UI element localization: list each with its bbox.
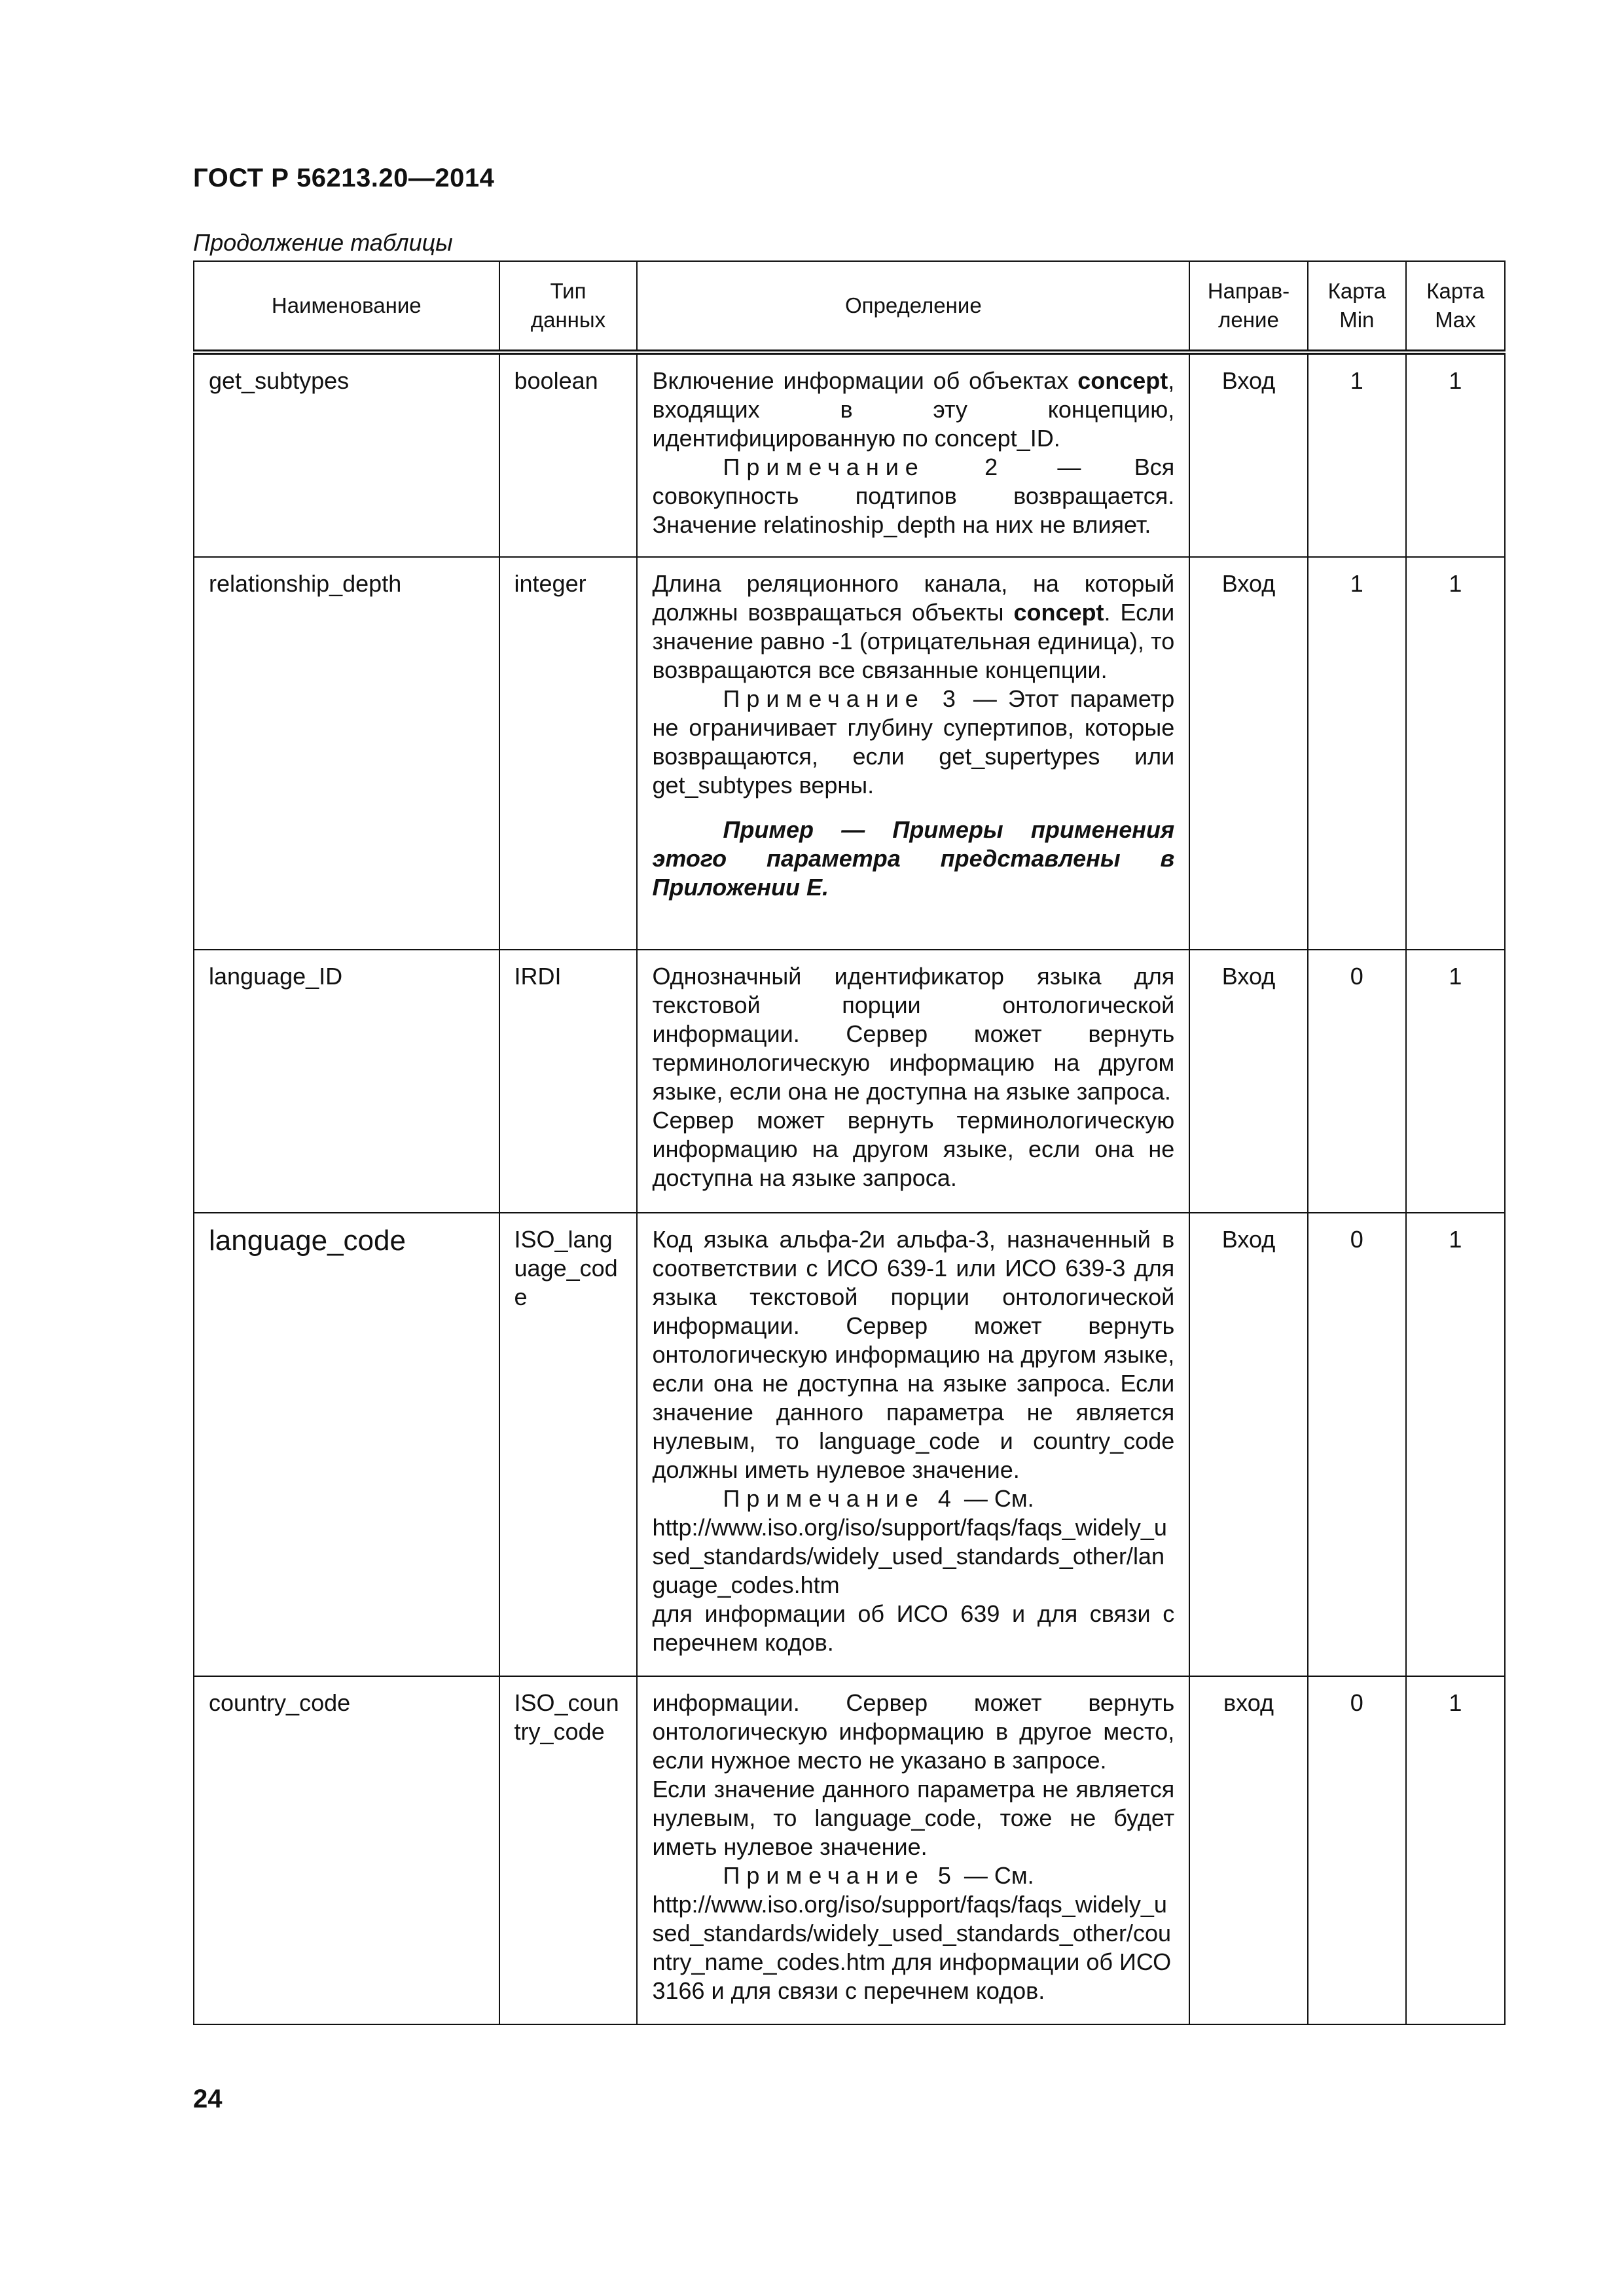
example: Пример — Примеры применения этого параметра представлены в Приложении Е. (652, 816, 1175, 901)
cell-card-max: 1 (1406, 352, 1505, 557)
cell-card-max: 1 (1406, 950, 1505, 1213)
table-continuation-caption: Продолжение таблицы (193, 229, 453, 256)
cell-direction: Вход (1189, 950, 1308, 1213)
document-title: ГОСТ Р 56213.20—2014 (193, 164, 495, 192)
cell-card-max: 1 (1406, 1676, 1505, 2024)
cell-direction: Вход (1189, 557, 1308, 950)
cell-definition: Длина реляционного канала, на который должны возвращаться объекты concept. Если значение равно -1 (отрицательная единица), то возвращаются все связанные концепции. Примечание 3 — Этот параметр не ограничивает глубину супертипов, которые возвращаются, если get_supertypes или get_subtypes верны. Пример — Примеры применения этого параметра представлены в Приложении Е. (637, 557, 1189, 950)
cell-card-min: 0 (1308, 1676, 1406, 2024)
note: Примечание 2 — Вся совокупность подтипов возвращается. Значение relatinoship_depth на них не влияет. (652, 454, 1175, 538)
table-row (194, 557, 1505, 950)
cell-name: get_subtypes (194, 352, 499, 557)
header-name: Наименование (194, 261, 499, 352)
header-definition: Определение (637, 261, 1189, 352)
table-header-row (194, 261, 1505, 352)
header-direction: Направ- ление (1189, 261, 1308, 352)
cell-card-max: 1 (1406, 1213, 1505, 1676)
cell-definition: Код языка альфа-2и альфа-3, назначенный в соответствии с ИСО 639-1 или ИСО 639-3 для языка текстовой порции онтологической информации. Сервер может вернуть онтологическую информацию на другом языке, если она не доступна на языке запроса. Если значение данного параметра не является нулевым, то language_code и country_code должны иметь нулевое значение. Примечание 4 — См. http://www.iso.org/iso/support/faqs/faqs_widely_used_standards/widely_used_standards_other/language_codes.htm для информации об ИСО 639 и для связи с перечнем кодов. (637, 1213, 1189, 1676)
table-row (194, 1213, 1505, 1676)
note: Примечание 4 — См. (723, 1485, 1034, 1512)
header-card-max: Карта Max (1406, 261, 1505, 352)
header-card-min: Карта Min (1308, 261, 1406, 352)
cell-card-min: 1 (1308, 352, 1406, 557)
reference-url: http://www.iso.org/iso/support/faqs/faqs_widely_used_standards/widely_used_standards_other/country_name_codes.htm для информации об ИСО 3166 и для связи с перечнем кодов. (652, 1891, 1172, 2004)
cell-card-min: 0 (1308, 950, 1406, 1213)
note: Примечание 3 — Этот параметр не ограничивает глубину супертипов, которые возвращаются, если get_supertypes или get_subtypes верны. (652, 685, 1175, 798)
table-row (194, 1676, 1505, 2024)
note: Примечание 5 — См. (723, 1862, 1034, 1889)
cell-card-min: 0 (1308, 1213, 1406, 1676)
cell-data-type: integer (499, 557, 638, 950)
header-data-type: Тип данных (499, 261, 638, 352)
reference-url: http://www.iso.org/iso/support/faqs/faqs_widely_used_standards/widely_used_standards_other/language_codes.htm (652, 1514, 1167, 1598)
cell-data-type: ISO_language_code (499, 1213, 638, 1676)
cell-direction: вход (1189, 1676, 1308, 2024)
cell-data-type: boolean (499, 352, 638, 557)
cell-name: language_ID (194, 950, 499, 1213)
cell-direction: Вход (1189, 1213, 1308, 1676)
cell-card-min: 1 (1308, 557, 1406, 950)
cell-direction: Вход (1189, 352, 1308, 557)
cell-name: language_code (194, 1213, 499, 1676)
cell-definition: Однозначный идентификатор языка для текстовой порции онтологической информации. Сервер может вернуть терминологическую информацию на другом языке, если она не доступна на языке запроса. Сервер может вернуть терминологическую информацию на другом языке, если она не доступна на языке запроса. (637, 950, 1189, 1213)
table-row (194, 950, 1505, 1213)
cell-card-max: 1 (1406, 557, 1505, 950)
cell-definition: Включение информации об объектах concept, входящих в эту концепцию, идентифицированную по concept_ID. Примечание 2 — Вся совокупность подтипов возвращается. Значение relatinoship_depth на них не влияет. (637, 352, 1189, 557)
table-row (194, 352, 1505, 557)
cell-name: country_code (194, 1676, 499, 2024)
page-number: 24 (193, 2085, 223, 2113)
cell-definition: информации. Сервер может вернуть онтологическую информацию в другое место, если нужное место не указано в запросе. Если значение данного параметра не является нулевым, то language_code, тоже не будет иметь нулевое значение. Примечание 5 — См. http://www.iso.org/iso/support/faqs/faqs_widely_used_standards/widely_used_standards_other/country_name_codes.htm для информации об ИСО 3166 и для связи с перечнем кодов. (637, 1676, 1189, 2024)
parameters-table (193, 260, 1506, 2025)
cell-name: relationship_depth (194, 557, 499, 950)
cell-data-type: IRDI (499, 950, 638, 1213)
cell-data-type: ISO_country_code (499, 1676, 638, 2024)
